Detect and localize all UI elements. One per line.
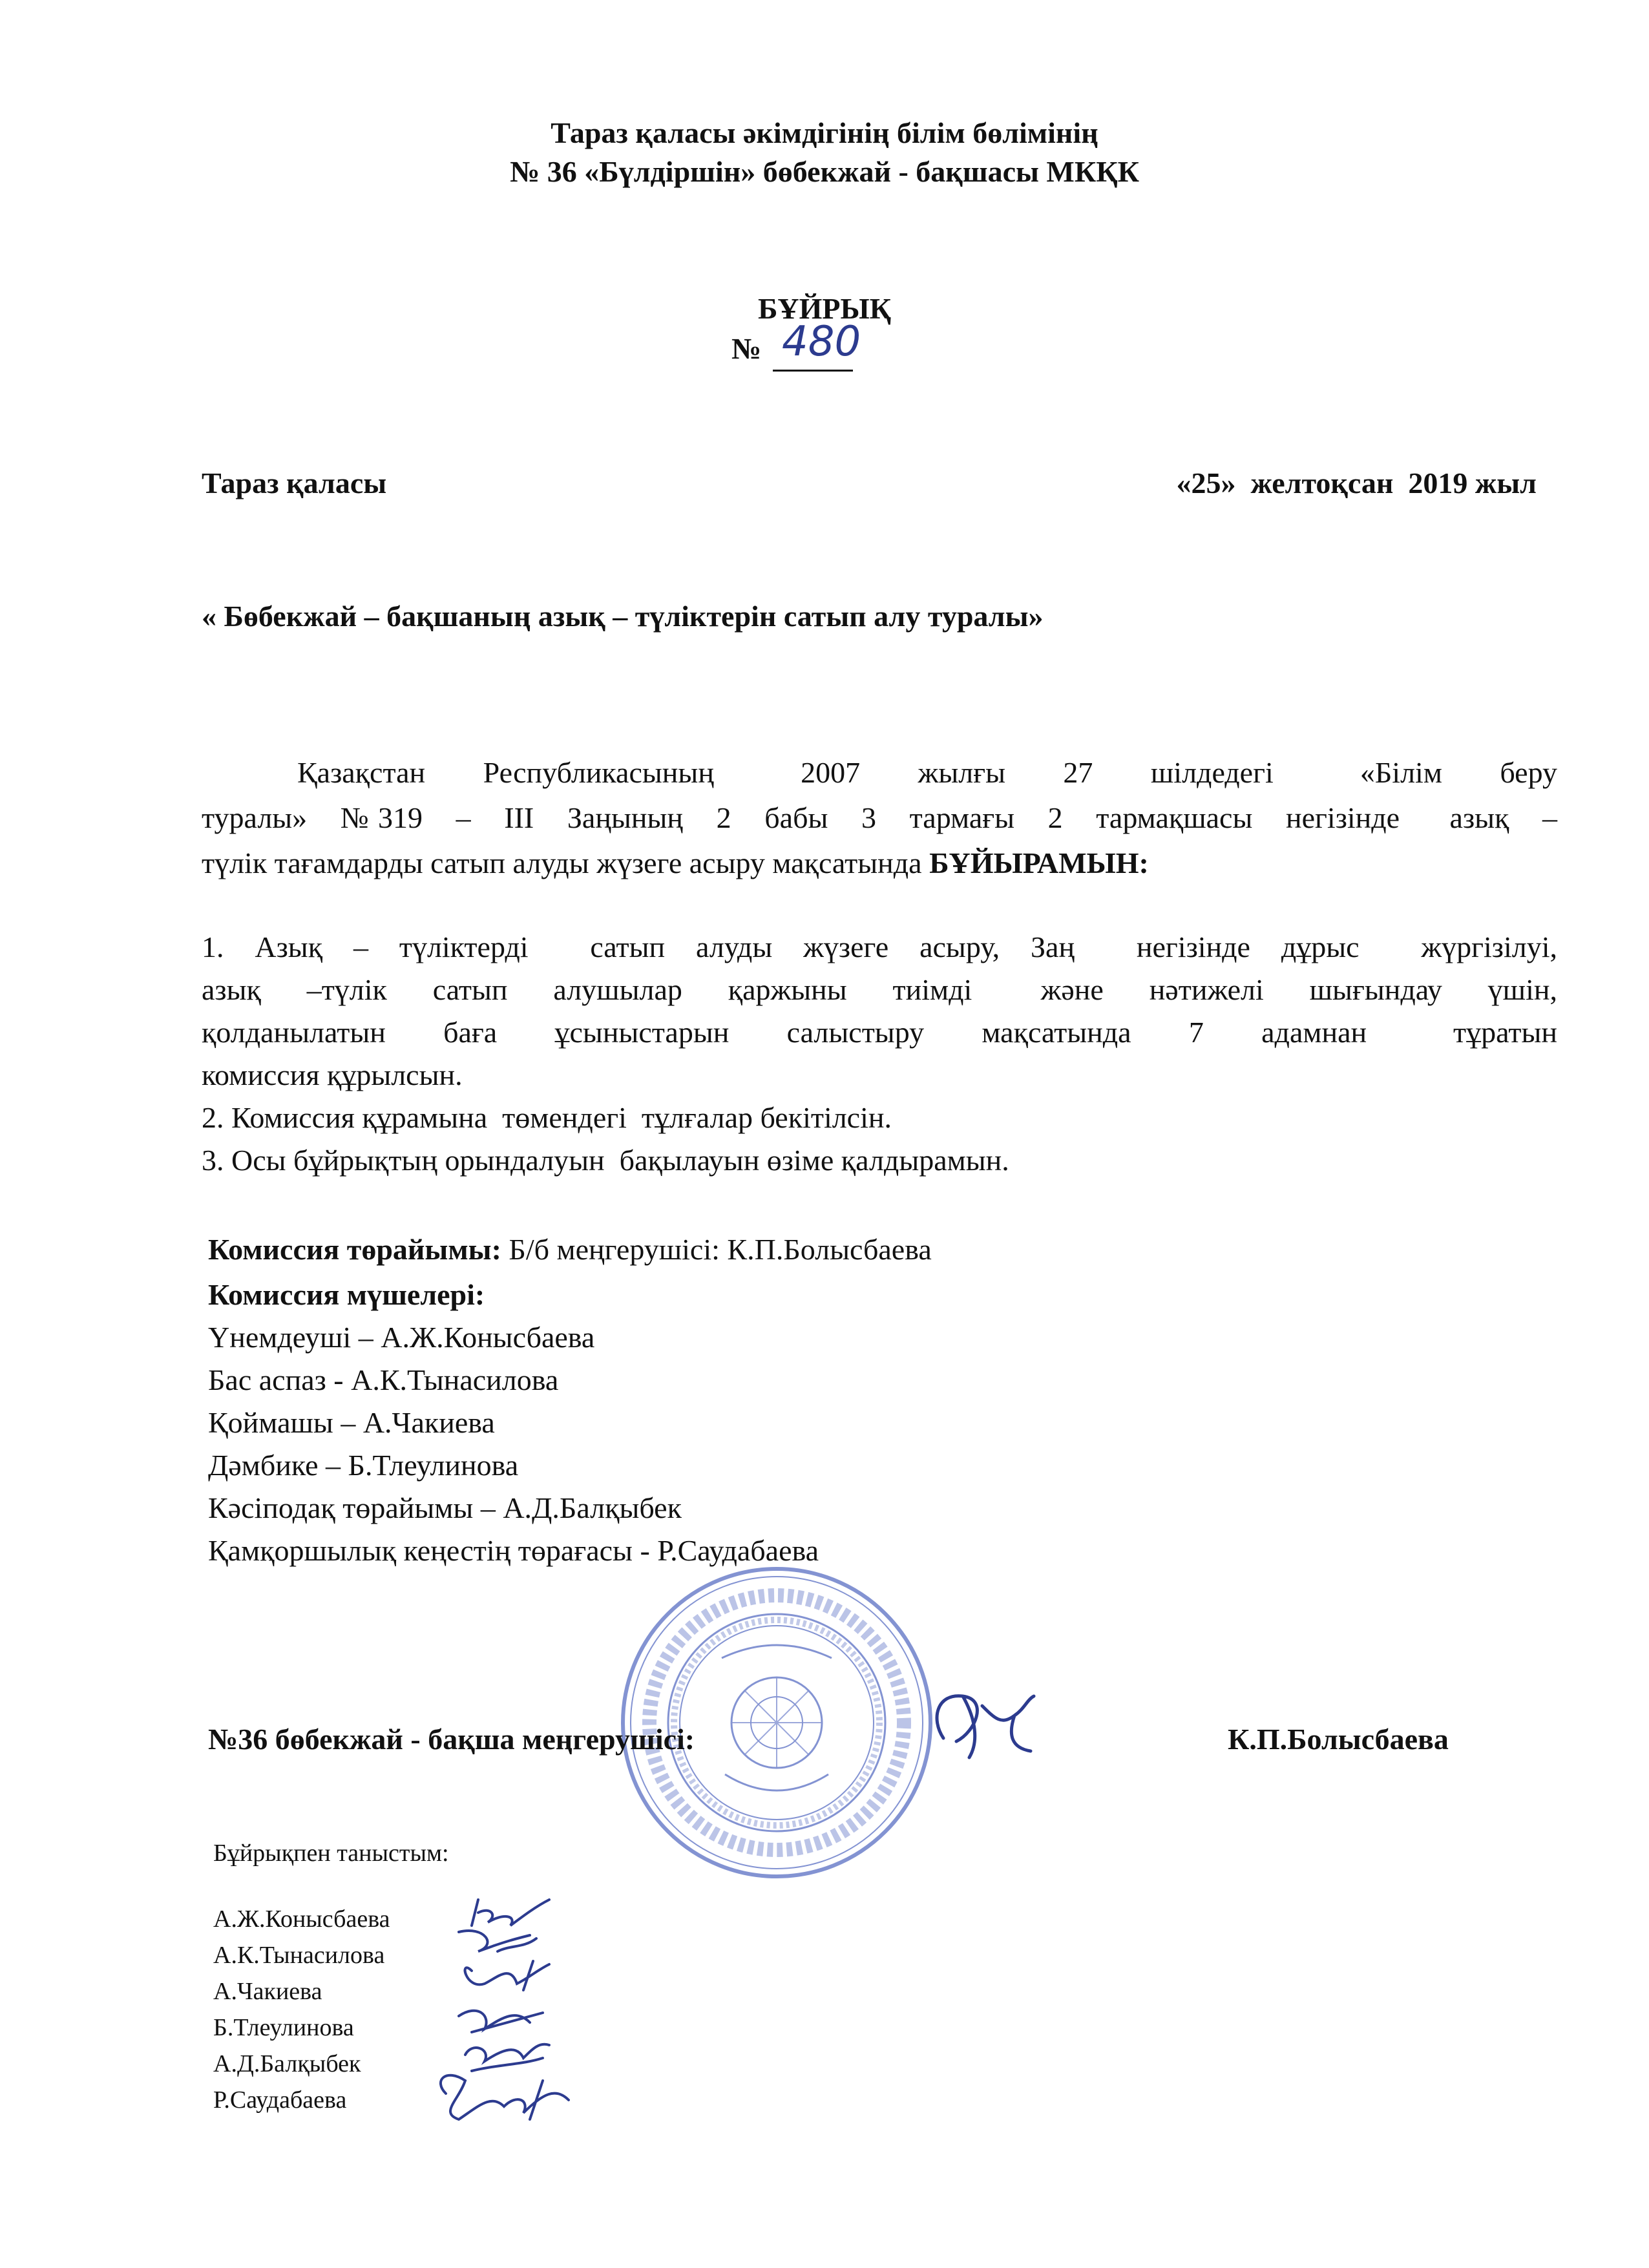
item-2: 2. Комиссия құрамына төмендегі тұлғалар бекітілсін. — [202, 1101, 892, 1134]
org-header-line-2: № 36 «Бүлдіршін» бөбекжай - бақшасы МКҚК — [510, 155, 1139, 188]
preamble-line-1: Қазақстан Республикасының 2007 жылғы 27 шілдедегі «Білім беру — [297, 756, 1557, 789]
item-1-line-4: комиссия құрылсын. — [202, 1058, 463, 1091]
acquainted-name: А.Чакиева — [213, 1978, 322, 2005]
commission-member: Дәмбике – Б.Тлеулинова — [208, 1449, 519, 1482]
preamble-line-3-text: түлік тағамдарды сатып алуды жүзеге асыру мақсатында — [202, 846, 930, 879]
order-number-underline — [773, 370, 853, 372]
acquainted-name: А.Ж.Конысбаева — [213, 1906, 390, 1933]
signature-name: К.П.Болысбаева — [1228, 1723, 1449, 1756]
commission-members-label: Комиссия мүшелері: — [208, 1278, 485, 1311]
preamble-line-3 — [202, 844, 1149, 883]
preamble-line-2: туралы» №319 – ІІІ Заңының 2 бабы 3 тармағы 2 тармақшасы негізінде азық – — [202, 801, 1557, 834]
acquainted-name: А.Д.Балқыбек — [213, 2050, 361, 2077]
acquainted-label: Бұйрықпен таныстым: — [213, 1840, 449, 1867]
order-directive: БҰЙЫРАМЫН: — [929, 846, 1149, 879]
item-1-line-2: азық –түлік сатып алушылар қаржыны тиімді және нәтижелі шығындау үшін, — [202, 973, 1557, 1006]
order-number-handwritten: 480 — [782, 318, 861, 366]
order-date: «25» желтоқсан 2019 жыл — [1176, 467, 1537, 499]
commission-chair-label: Комиссия төрайымы: — [208, 1233, 501, 1266]
commission-chair-value: Б/б меңгерушісі: К.П.Болысбаева — [501, 1233, 932, 1266]
item-3: 3. Осы бұйрықтың орындалуын бақылауын өзіме қалдырамын. — [202, 1144, 1009, 1177]
acquainted-name: А.К.Тынасилова — [213, 1942, 385, 1969]
order-subject: « Бөбекжай – бақшаның азық – түліктерін сатып алу туралы» — [202, 600, 1044, 633]
commission-member: Үнемдеуші – А.Ж.Конысбаева — [208, 1321, 595, 1354]
item-1-line-3: қолданылатын баға ұсыныстарын салыстыру мақсатында 7 адамнан тұратын — [202, 1016, 1557, 1049]
org-header-line-1: Тараз қаласы әкімдігінің білім бөлімінің — [551, 116, 1098, 149]
acquainted-signatures — [420, 1887, 614, 2145]
commission-member: Кәсіподақ төрайымы – А.Д.Балқыбек — [208, 1491, 682, 1524]
commission-member: Бас аспаз - А.К.Тынасилова — [208, 1363, 559, 1396]
acquainted-name: Б.Тлеулинова — [213, 2014, 354, 2041]
order-place: Тараз қаласы — [202, 467, 387, 499]
commission-chair — [208, 1230, 932, 1269]
acquainted-name: Р.Саудабаева — [213, 2086, 347, 2114]
order-number-prefix: № — [731, 332, 762, 365]
order-title: БҰЙРЫҚ — [757, 292, 892, 325]
commission-member: Қамқоршылық кеңестің төрағасы - Р.Саудабаева — [208, 1534, 819, 1567]
commission-member: Қоймашы – А.Чакиева — [208, 1406, 495, 1439]
signature-role: №36 бөбекжай - бақша меңгерушісі: — [208, 1723, 695, 1756]
item-1-line-1: 1. Азық – түліктерді сатып алуды жүзеге асыру, Заң негізінде дұрыс жүргізілуі, — [202, 930, 1557, 963]
director-signature — [918, 1680, 1073, 1764]
